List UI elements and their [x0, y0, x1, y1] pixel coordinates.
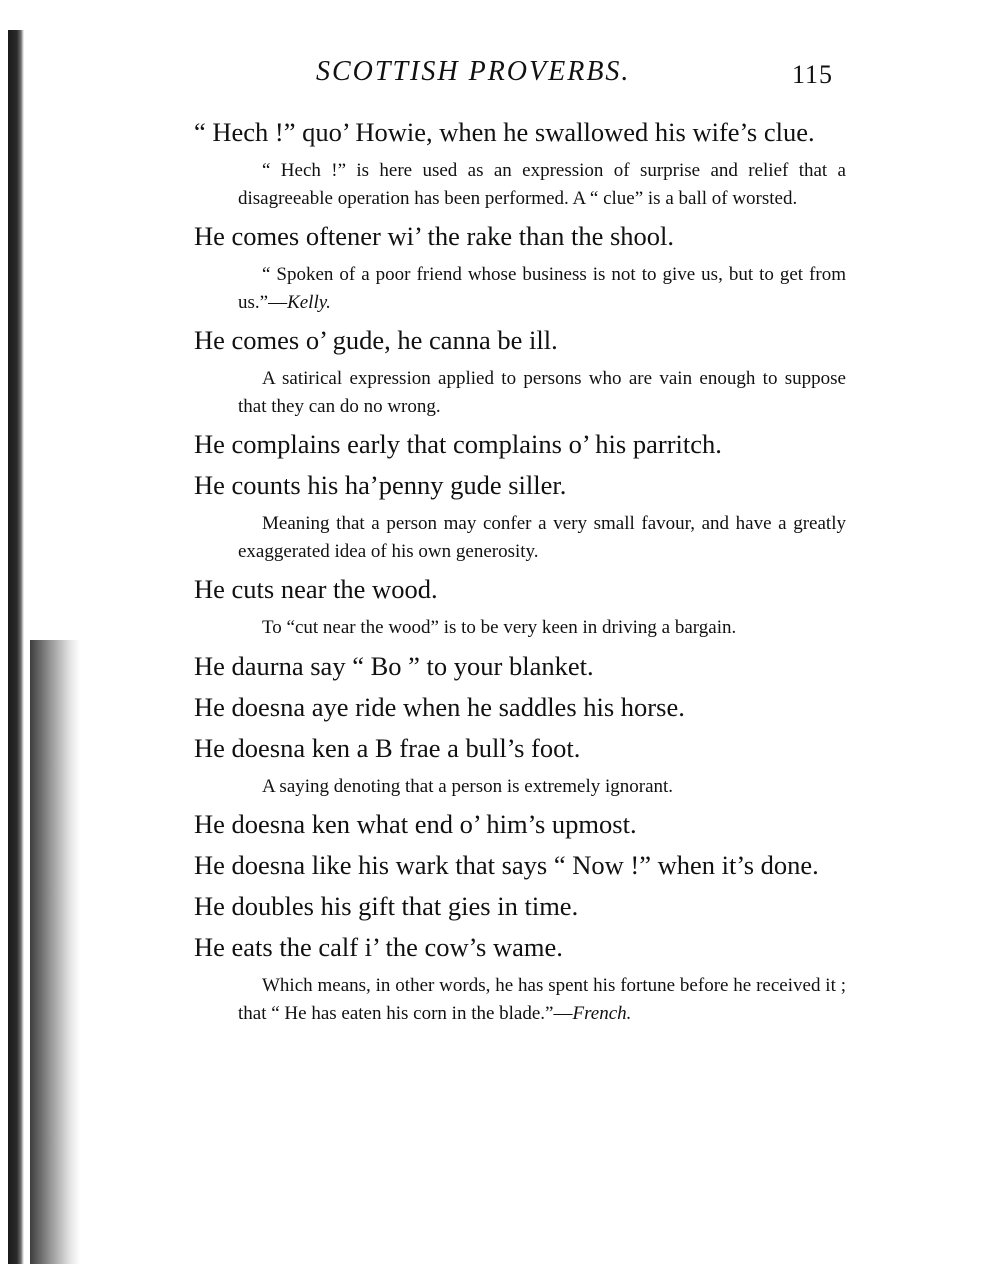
running-head-title: SCOTTISH PROVERBS. [316, 56, 631, 87]
proverb-list [194, 112, 846, 1031]
proverb-entry: “ Hech !” quo’ Howie, when he swallowed his wife’s clue. [194, 117, 815, 147]
proverb-note-text: “ Spoken of a poor friend whose business is not to give us, but to get from us.”— [238, 264, 846, 313]
proverb-entry: He complains early that complains o’ his parritch. [194, 429, 722, 459]
proverb-entry: He cuts near the wood. [194, 574, 438, 604]
proverb-entry: He doesna like his wark that says “ Now !” when it’s done. [194, 850, 819, 880]
proverb-note [194, 972, 846, 1027]
page-binding-shadow [8, 30, 24, 1264]
proverb-entry: He daurna say “ Bo ” to your blanket. [194, 650, 594, 681]
proverb-entry: He doesna aye ride when he saddles his horse. [194, 691, 685, 722]
proverb-entry: He doesna ken a B frae a bull’s foot. [194, 732, 581, 763]
proverb-note-text: Which means, in other words, he has spent his fortune before he received it ; that “ He has eaten his corn in the blade.”— [238, 975, 846, 1024]
proverb-note-attribution: Kelly. [287, 291, 331, 313]
proverb-entry: He doesna ken what end o’ him’s upmost. [194, 809, 637, 839]
page-binding-shadow-lower [30, 640, 80, 1264]
proverb-note: To “cut near the wood” is to be very keen in driving a bargain. [262, 617, 737, 638]
proverb-note: A saying denoting that a person is extremely ignorant. [262, 775, 674, 797]
proverb-entry: He eats the calf i’ the cow’s wame. [194, 932, 563, 962]
proverb-note: “ Hech !” is here used as an expression of surprise and relief that a disagreeable operation has been performed. A “ clue” is a ball of worsted. [238, 160, 846, 209]
proverb-note [194, 261, 846, 316]
proverb-entry: He doubles his gift that gies in time. [194, 891, 579, 921]
proverb-note-attribution: French. [572, 1002, 632, 1024]
page-number: 115 [792, 60, 834, 89]
proverb-entry: He counts his ha’penny gude siller. [194, 470, 567, 500]
proverb-note: A satirical expression applied to persons who are vain enough to suppose that they can do no wrong. [238, 368, 846, 417]
proverb-note: Meaning that a person may confer a very small favour, and have a greatly exaggerated idea of his own generosity. [238, 513, 846, 562]
proverb-entry: He comes o’ gude, he canna be ill. [194, 325, 558, 355]
proverb-entry: He comes oftener wi’ the rake than the shool. [194, 221, 675, 251]
